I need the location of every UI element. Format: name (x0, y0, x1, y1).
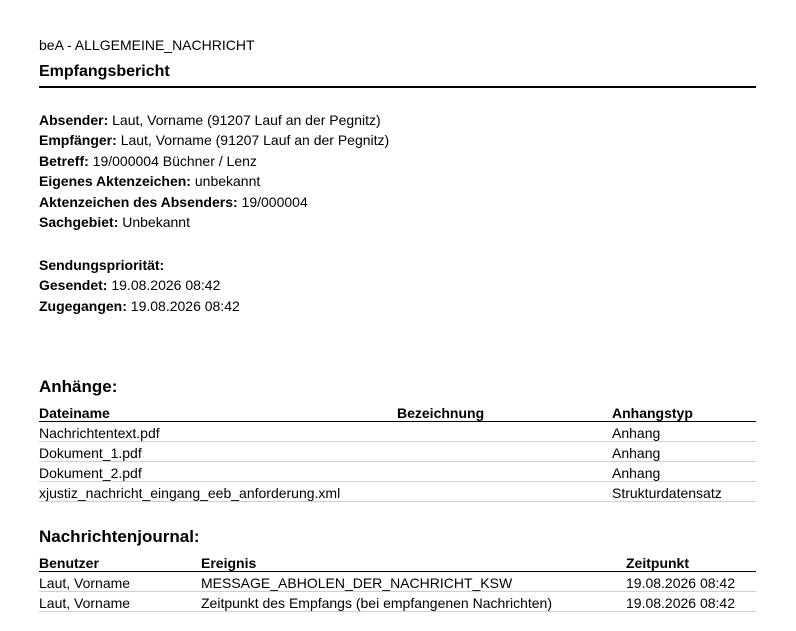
document-title: Empfangsbericht (39, 63, 170, 80)
cell-filename: xjustiz_nachricht_eingang_eeb_anforderung.xml (39, 482, 397, 502)
attachments-table (39, 402, 756, 502)
cell-description (397, 462, 612, 482)
document-type: beA - ALLGEMEINE_NACHRICHT (39, 37, 255, 53)
field-subject (39, 151, 389, 171)
field-value: 19/000004 Büchner / Lenz (92, 152, 257, 169)
field-sent (39, 275, 240, 295)
cell-user: Laut, Vorname (39, 572, 201, 592)
transmission-fields (39, 255, 240, 316)
column-header-user: Benutzer (39, 552, 201, 572)
cell-user: Laut, Vorname (39, 592, 201, 612)
column-header-description: Bezeichnung (397, 402, 612, 422)
field-label: Empfänger: (39, 132, 117, 149)
field-label: Zugegangen: (39, 297, 127, 314)
table-row (39, 482, 756, 502)
cell-description (397, 422, 612, 442)
attachments-title: Anhänge: (39, 377, 118, 396)
table-row (39, 572, 756, 592)
cell-timestamp: 19.08.2026 08:42 (626, 572, 756, 592)
cell-filename: Nachrichtentext.pdf (39, 422, 397, 442)
journal-title: Nachrichtenjournal: (39, 527, 200, 546)
field-label: Aktenzeichen des Absenders: (39, 193, 238, 210)
field-value: 19.08.2026 08:42 (111, 277, 221, 294)
field-subject-area (39, 212, 389, 232)
column-header-attachment-type: Anhangstyp (612, 402, 756, 422)
cell-attachment-type: Strukturdatensatz (612, 482, 756, 502)
field-value: Unbekannt (122, 214, 190, 231)
cell-event: Zeitpunkt des Empfangs (bei empfangenen Nachrichten) (201, 592, 626, 612)
cell-attachment-type: Anhang (612, 422, 756, 442)
column-header-event: Ereignis (201, 552, 626, 572)
cell-filename: Dokument_1.pdf (39, 442, 397, 462)
cell-attachment-type: Anhang (612, 462, 756, 482)
field-value: Laut, Vorname (91207 Lauf an der Pegnitz) (112, 112, 381, 128)
cell-description (397, 482, 612, 502)
field-label: Gesendet: (39, 277, 108, 294)
field-received (39, 296, 240, 316)
field-value: Laut, Vorname (91207 Lauf an der Pegnitz) (120, 132, 390, 149)
table-row (39, 422, 756, 442)
field-label: Sendungspriorität: (39, 257, 165, 273)
field-priority (39, 255, 240, 275)
column-header-filename: Dateiname (39, 402, 397, 422)
message-fields (39, 110, 389, 232)
field-value: 19.08.2026 08:42 (130, 297, 240, 314)
column-header-timestamp: Zeitpunkt (626, 552, 756, 572)
journal-table (39, 552, 756, 612)
table-row (39, 592, 756, 612)
field-recipient (39, 130, 389, 150)
field-value: 19/000004 (241, 193, 308, 210)
cell-description (397, 442, 612, 462)
cell-event: MESSAGE_ABHOLEN_DER_NACHRICHT_KSW (201, 572, 626, 592)
field-label: Betreff: (39, 152, 89, 169)
table-row (39, 462, 756, 482)
table-row (39, 442, 756, 462)
table-header-row (39, 552, 756, 572)
cell-timestamp: 19.08.2026 08:42 (626, 592, 756, 612)
field-label: Eigenes Aktenzeichen: (39, 173, 191, 190)
title-divider (39, 86, 756, 88)
field-label: Sachgebiet: (39, 214, 119, 231)
cell-attachment-type: Anhang (612, 442, 756, 462)
field-own-reference (39, 171, 389, 191)
field-sender-reference (39, 192, 389, 212)
field-value: unbekannt (194, 173, 261, 190)
field-label: Absender: (39, 112, 109, 128)
table-header-row (39, 402, 756, 422)
field-sender (39, 110, 389, 130)
cell-filename: Dokument_2.pdf (39, 462, 397, 482)
